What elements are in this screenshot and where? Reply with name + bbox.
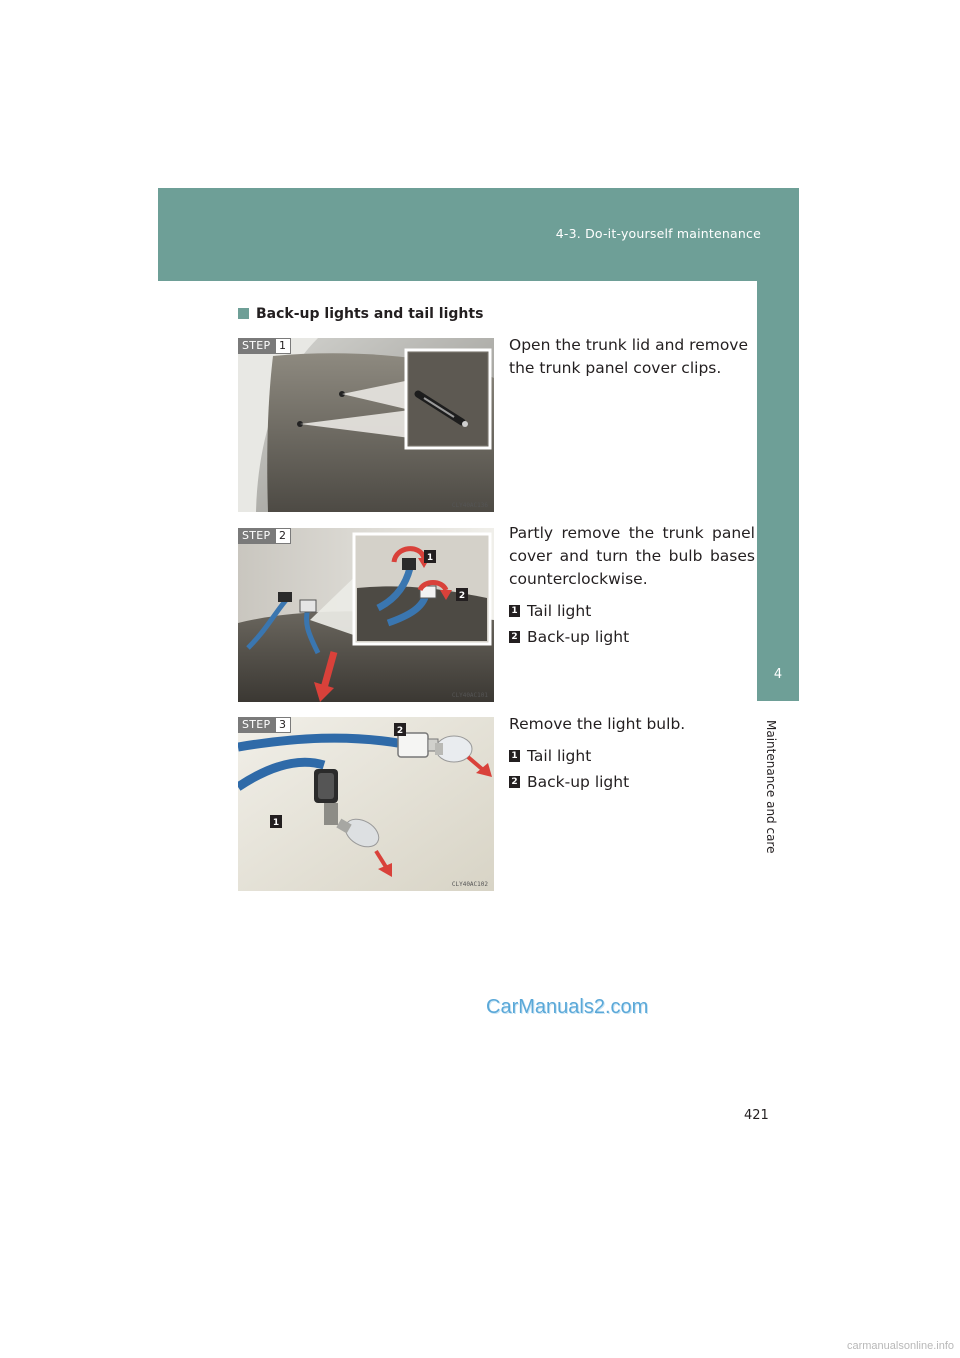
page-number: 421 (744, 1108, 769, 1123)
figure-code: CLY40AC101 (451, 692, 488, 699)
step-2-badge (238, 528, 291, 544)
step-number: 1 (275, 338, 291, 354)
svg-text:2: 2 (396, 726, 404, 736)
chapter-label: Maintenance and care (764, 720, 778, 854)
header-band (158, 188, 799, 281)
callout-marker-1: 1 (509, 605, 520, 617)
section-heading-text: Back-up lights and tail lights (256, 306, 484, 322)
step-label: STEP (238, 717, 275, 733)
watermark-link[interactable]: CarManuals2.com (486, 996, 649, 1018)
step-label: STEP (238, 338, 275, 354)
svg-text:1: 1 (272, 818, 280, 828)
chapter-tab (757, 281, 799, 701)
callout-marker-1: 1 (509, 750, 520, 762)
square-bullet-icon (238, 308, 249, 319)
item-label: Tail light (527, 747, 592, 765)
step-number: 2 (275, 528, 291, 544)
step-1-figure (238, 338, 494, 512)
step-1-badge (238, 338, 291, 354)
figure-code: CLY40AC136 (451, 502, 488, 509)
step-2-text: Partly remove the trunk panel cover and turn the bulb bases counterclockwise. (509, 524, 755, 588)
step-3-item-back-up-light (509, 772, 629, 792)
figure-code: CLY40AC102 (451, 881, 488, 888)
chapter-number: 4 (773, 667, 783, 682)
step-2-figure (238, 528, 494, 702)
step-3-badge (238, 717, 291, 733)
item-label: Back-up light (527, 628, 630, 646)
item-label: Tail light (527, 602, 592, 620)
callout-marker-2: 2 (509, 776, 520, 788)
section-title: 4-3. Do-it-yourself maintenance (555, 226, 761, 241)
step-2-item-back-up-light (509, 627, 629, 647)
trunk-lid-illustration (238, 338, 494, 512)
step-number: 3 (275, 717, 291, 733)
step-2-item-tail-light (509, 601, 591, 621)
callout-marker-2: 2 (509, 631, 520, 643)
item-label: Back-up light (527, 773, 630, 791)
step-1-text: Open the trunk lid and remove the trunk panel cover clips. (509, 336, 749, 377)
footer-watermark: carmanualsonline.info (846, 1340, 954, 1352)
step-3-figure (238, 717, 494, 891)
step-3-text: Remove the light bulb. (509, 715, 686, 733)
step-3-item-tail-light (509, 746, 591, 766)
bulb-removal-illustration (238, 717, 494, 891)
svg-text:1: 1 (426, 553, 434, 563)
section-heading (238, 306, 483, 322)
bulb-base-illustration (238, 528, 494, 702)
step-label: STEP (238, 528, 275, 544)
svg-text:2: 2 (458, 591, 466, 601)
